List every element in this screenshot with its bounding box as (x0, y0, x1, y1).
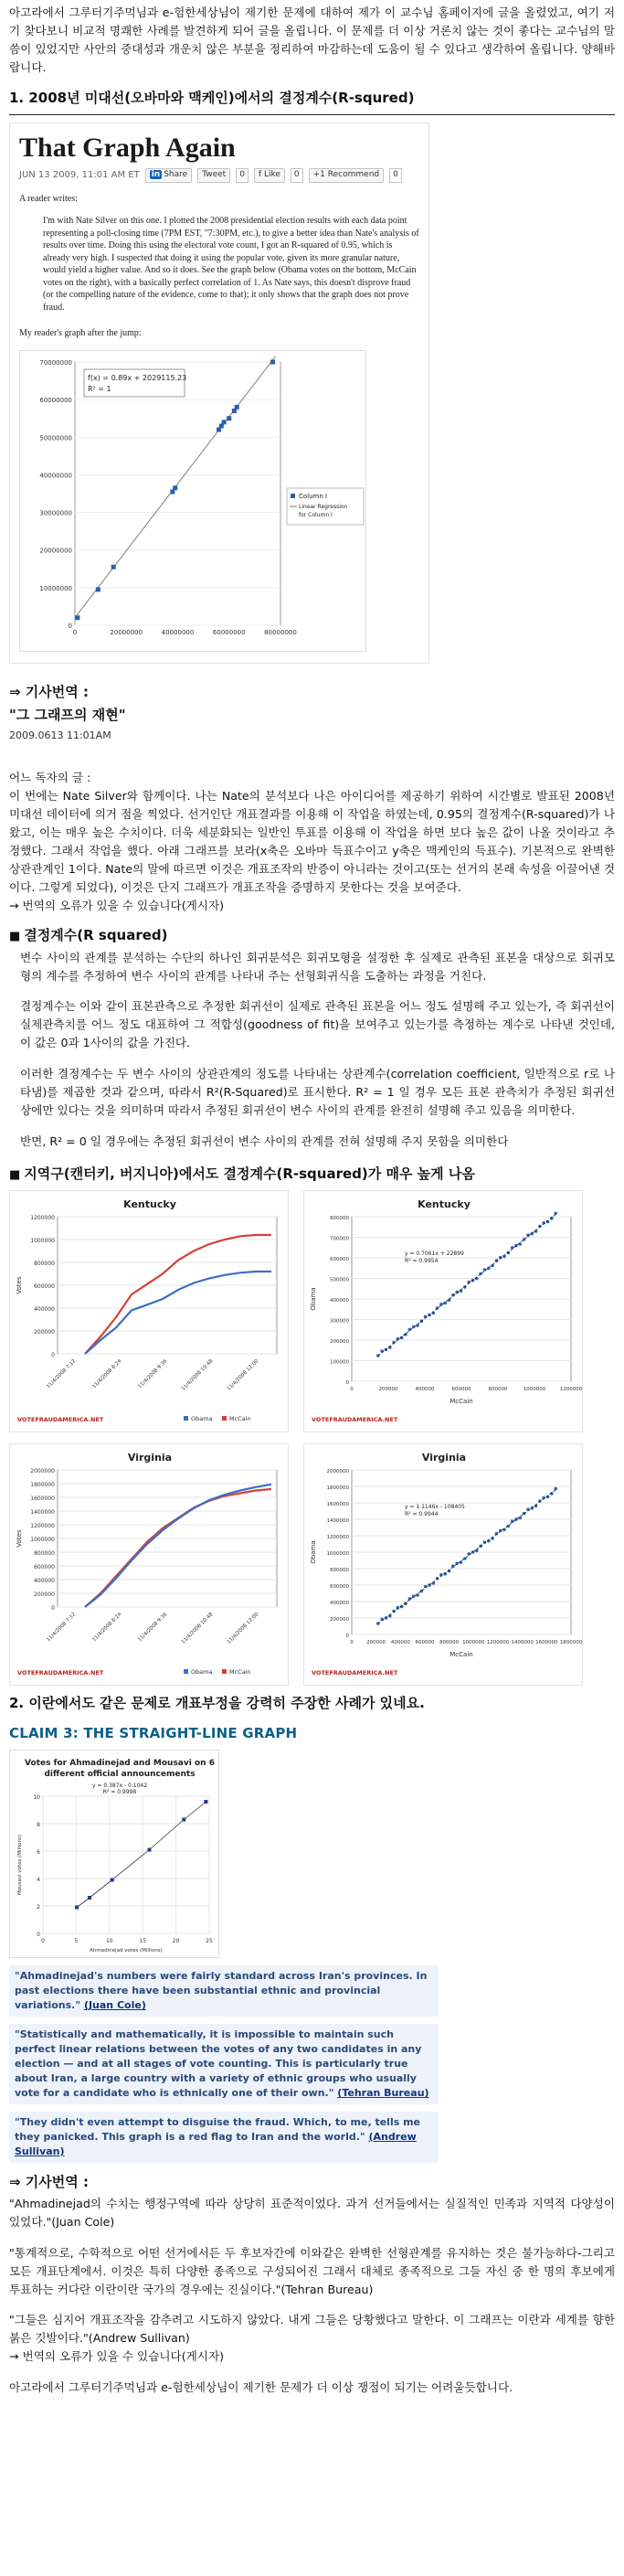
embedded-post (9, 122, 429, 664)
r2-para1: 변수 사이의 관계를 분석하는 수단의 하나인 회귀분석은 회귀모형을 설정한 후 실제로 관측된 표본을 대상으로 회귀모형의 계수를 추정하여 변수 사이의 관계를 나타내 주는 선형회귀식을 도출하는 과정을 거친다. (20, 950, 615, 983)
legend-label: Linear Regression (299, 503, 348, 510)
kentucky-scatter-chart (303, 1190, 583, 1432)
y-tick-label: 40000000 (39, 472, 72, 480)
y-tick-label: 4 (37, 1877, 40, 1884)
data-point (554, 1487, 557, 1491)
like-button[interactable]: f Like (254, 168, 285, 183)
bullet-square-icon: ■ (9, 930, 21, 944)
x-axis-label: McCain (449, 1650, 473, 1658)
legend-marker (184, 1669, 188, 1674)
x-tick-label: 1000000 (523, 1386, 546, 1392)
outro-paragraph: 아고라에서 그루터기주먹님과 e-험한세상님이 제기한 문제가 더 이상 쟁점이 되기는 어려울듯합니다. (9, 2380, 513, 2395)
x-tick-label: 11/4/2008 8:24 (91, 1358, 123, 1390)
source-link-tehran-bureau[interactable]: (Tehran Bureau) (337, 2087, 429, 2099)
plot-area (75, 362, 280, 625)
y-tick-label: 600000 (34, 1283, 55, 1290)
equation-label: y = 1.1146x - 108405 (405, 1503, 465, 1510)
y-tick-label: 0 (68, 622, 72, 630)
claim-quote3: "They didn't even attempt to disguise the fraud. Which, to me, tells me they panicked. This graph is a red flag to Iran and the world." (Andrew Sullivan) (9, 2112, 439, 2163)
data-point (227, 416, 231, 420)
trans2-note: → 번역의 오류가 있을 수 있습니다(게시자) (9, 2349, 225, 2364)
x-tick-label: 11/4/2008 12:00 (226, 1358, 260, 1392)
data-point (75, 1906, 79, 1910)
section2-title: 2. 이란에서도 같은 문제로 개표부정을 강력히 주장한 사례가 있네요. (9, 1694, 425, 1711)
y-tick-label: 30000000 (39, 509, 72, 517)
data-point (75, 615, 79, 620)
post-date: JUN 13 2009, 11:01 AM ET (19, 170, 140, 181)
x-tick-label: 0 (41, 1938, 45, 1945)
x-tick-label: 11/4/2008 9:36 (137, 1612, 169, 1644)
watermark: VOTEFRAUDAMERICA.NET (17, 1668, 104, 1677)
x-tick-label: 200000 (366, 1639, 386, 1645)
y-tick-label: 600000 (330, 1256, 349, 1262)
x-tick-label: 10 (105, 1938, 113, 1945)
r2-label: R² = 0.9944 (405, 1510, 439, 1517)
iran-chart (9, 1750, 219, 1958)
virginia-line-chart (9, 1443, 289, 1686)
tweet-button[interactable]: Tweet (197, 168, 230, 183)
watermark: VOTEFRAUDAMERICA.NET (312, 1668, 398, 1677)
x-tick-label: 20000000 (110, 628, 143, 636)
y-tick-label: 600000 (330, 1583, 349, 1590)
r2-para4: 반면, R² = 0 일 경우에는 추정된 회귀선이 변수 사이의 관계를 전혀 설명해 주지 못함을 의미한다 (20, 1134, 509, 1148)
y-tick-label: 100000 (330, 1359, 349, 1366)
equation-label: y = 0.387x - 0.1042 (91, 1783, 148, 1790)
x-tick-label: 40000000 (161, 628, 195, 636)
regional-charts-row2 (9, 1443, 615, 1686)
data-point (147, 1848, 151, 1852)
r2-heading-row (9, 925, 615, 946)
like-count: 0 (291, 168, 303, 183)
claim-block (9, 1723, 439, 2163)
x-tick-label: 1600000 (535, 1639, 558, 1645)
reader-label: 어느 독자의 글 : (9, 771, 91, 785)
legend-marker (222, 1416, 227, 1421)
data-point (235, 405, 239, 410)
section1-title: 1. 2008년 미대선(오바마와 맥케인)에서의 결정계수(R-squred) (9, 88, 615, 115)
x-tick-label: 800000 (488, 1386, 508, 1392)
regional-charts-row1 (9, 1190, 615, 1432)
x-tick-label: 11/4/2008 10:48 (180, 1358, 215, 1392)
y-tick-label: 800000 (330, 1215, 349, 1221)
claim-quote2: "Statistically and mathematically, it is impossible to maintain such perfect linear relations between the votes of any two candidates in any election — and at all stages of vote counting. This is particularly true about Iran, a large country with a variety of ethnic groups who usually vote for a candidate who is ethnically one of their own." (Tehran Bureau) (9, 2024, 439, 2104)
x-tick-label: 11/4/2008 8:24 (91, 1612, 123, 1644)
y-tick-label: 2000000 (30, 1467, 55, 1474)
x-tick-label: 400000 (390, 1639, 410, 1645)
y-tick-label: 0 (345, 1633, 349, 1639)
reader-text: 이 번에는 Nate Silver와 함께이다. 나는 Nate의 분석보다 나은 아이디어를 제공하기 위하여 시간별로 발표된 2008년 미대선 데이터에 의거 점을 찍었다. 선거인단 개표결과를 이용해 이 작업을 하였는데, 0.95의 결정계수(R-squared)가 나왔고, 이는 매우 높은 수치이다. 더욱 세분화되는 일반인 투표를 이용해 이 작업을 하면 보다 높은 값이 나올 것이라고 추정했다. 그래서 작업을 했다. 아래 그래프를 보라(x축은 오바마 득표수이고 y축은 맥케인의 득표수). 기본적으로 완벽한 상관관계인 1이다. Nate의 말에 따르면 이것은 개표조작의 반증이 아니라는 것이고(또는 선거의 본래 속성을 이끌어낸 것이다. 그렇게 되었다), 이것은 단지 그래프가 개표조작을 증명하지 못한다는 것을 보여준다. (9, 789, 615, 894)
watermark: VOTEFRAUDAMERICA.NET (312, 1415, 398, 1423)
legend-label: Obama (191, 1414, 213, 1422)
trans2-p2: "통계적으로, 수학적으로 어떤 선거에서든 두 후보자간에 이와같은 완벽한 선형관계를 유지하는 것은 불가능하다-그리고 모든 개표단계에서. 이것은 특히 다양한 종족으로 구성되어진 그래서 대체로 종족적으로 그들 자신 중 한 명의 후보에게 투표하는 커다란 이란이란 국가의 경우에는 진실이다."(Tehran Bureau) (9, 2245, 615, 2296)
section1-underline (9, 114, 615, 115)
y-tick-label: 1200000 (30, 1214, 55, 1221)
virginia-scatter-chart (303, 1443, 583, 1686)
data-point (182, 1818, 185, 1822)
y-tick-label: 600000 (34, 1563, 55, 1570)
y-tick-label: 0 (37, 1932, 40, 1939)
data-point (88, 1896, 91, 1900)
x-tick-label: 11/4/2008 12:00 (226, 1612, 260, 1645)
post-heading: That Graph Again (19, 132, 236, 163)
x-tick-label: 60000000 (212, 628, 246, 636)
x-tick-label: 0 (350, 1386, 354, 1392)
y-tick-label: 10000000 (39, 584, 72, 592)
x-tick-label: 80000000 (264, 628, 297, 636)
chart-title: Virginia (421, 1451, 467, 1464)
data-point (111, 1879, 114, 1882)
y-tick-label: 1800000 (326, 1485, 349, 1491)
x-tick-label: 1400000 (511, 1639, 534, 1645)
y-tick-label: 2000000 (326, 1468, 349, 1474)
tweet-count: 0 (236, 168, 249, 183)
y-axis-label: Obama (310, 1540, 317, 1564)
y-tick-label: 300000 (330, 1318, 349, 1325)
x-tick-label: 15 (139, 1938, 147, 1945)
y-tick-label: 1600000 (30, 1495, 55, 1502)
regional-heading: 지역구(캔터키, 버지니아)에서도 결정계수(R-squared)가 매우 높게 나옴 (24, 1165, 475, 1182)
data-point (222, 420, 227, 424)
y-tick-label: 1000000 (30, 1536, 55, 1543)
y-tick-label: 10 (33, 1794, 40, 1802)
y-tick-label: 0 (345, 1379, 349, 1386)
reader-note: → 번역의 오류가 있을 수 있습니다(게시자) (9, 898, 225, 912)
y-tick-label: 800000 (34, 1549, 55, 1557)
x-tick-label: 25 (206, 1938, 213, 1945)
y-tick-label: 200000 (34, 1328, 55, 1336)
y-axis-label: Votes (16, 1529, 23, 1548)
x-axis-label: Ahmadinejad votes (Millions) (90, 1948, 163, 1954)
post-quote: I'm with Nate Silver on this one. I plotted the 2008 presidential election results with each data point representing a poll-closing time (7PM EST, "7:30PM, etc.), to give a better idea than Nate's analysis of results over time. Doing this using the electoral vote count, I got an R-squared of 0.95, which is already very high. I suspected that doing it using the popular vote, given its more granular nature, would yield a higher value. And so it does. See the graph below (Obama votes on the bottom, McCain votes on the right), with a basically perfect correlation of 1. As Nate says, this doesn't disprove fraud (or the compelling nature of the evidence, come to that); it only shows that the graph does not prove fraud. (43, 216, 419, 313)
legend-label: Obama (191, 1667, 213, 1676)
trans2-header: ⇒ 기사번역 : (9, 2173, 89, 2190)
plot-area (43, 1796, 209, 1933)
y-tick-label: 2 (37, 1904, 40, 1911)
y-axis-label: Votes (16, 1276, 23, 1294)
y-tick-label: 800000 (34, 1260, 55, 1267)
intro-paragraph: 아고라에서 그루터기주먹님과 e-험한세상님이 제기한 문제에 대하여 제가 이 교수님 홈페이지에 글을 올렸었고, 여기 저기 찾다보니 비교적 명쾌한 사례를 발견하게 되어 글을 올립니다. 이 문제를 더 이상 거론치 않는 것이 좋다는 교수님의 말씀이 있었지만 사안의 중대성과 개운치 않은 부분을 정리하여 마감하는데 도움이 될 수 있다고 생각하여 올립니다. 양해바랍니다. (9, 5, 615, 74)
data-point (111, 564, 116, 569)
y-tick-label: 60000000 (39, 396, 72, 404)
regional-heading-row (9, 1164, 615, 1185)
legend-marker (184, 1416, 188, 1421)
y-axis-label: Obama (310, 1287, 317, 1311)
x-tick-label: 20 (172, 1938, 180, 1945)
legend-label: Column I (299, 492, 328, 500)
us-scatter-svg (20, 351, 367, 653)
r2-para2: 결정계수는 이와 같이 표본관측으로 추정한 회귀선이 실제로 관측된 표본을 어느 정도 설명해 주고 있는가, 즉 회귀선이 실제관측치를 어느 정도 대표하여 그 적합성(goodness of fit)을 보여주고 있는가를 측정하는 계수로 나타낸 것인데, 이 값은 0과 1사이의 값을 가진다. (20, 999, 615, 1050)
kentucky-line-chart (9, 1190, 289, 1432)
r2-label: R² = 0.9954 (405, 1257, 439, 1264)
x-tick-label: 11/4/2008 7:12 (46, 1612, 78, 1644)
data-point (173, 485, 177, 490)
trans2-p3: "그들은 심지어 개표조작을 감추려고 시도하지 않았다. 내게 그들은 당황했다고 말한다. 이 그래프는 이란과 세계를 향한 붉은 깃발이다."(Andrew Sullivan) (9, 2313, 615, 2346)
legend-label: McCain (229, 1414, 251, 1422)
y-tick-label: 1000000 (326, 1550, 349, 1557)
legend-label: for Column I (299, 511, 333, 518)
translation-title: "그 그래프의 재현" (9, 707, 126, 723)
y-tick-label: 70000000 (39, 358, 72, 367)
chart-title: Kentucky (418, 1198, 471, 1210)
translation-header: ⇒ 기사번역 : (9, 683, 89, 700)
y-tick-label: 200000 (34, 1591, 55, 1598)
y-tick-label: 50000000 (39, 434, 72, 442)
y-tick-label: 1200000 (30, 1522, 55, 1529)
chart-title: Votes for Ahmadinejad and Mousavi on 6 (25, 1759, 215, 1769)
y-tick-label: 400000 (330, 1600, 349, 1606)
chart-title: different official announcements (44, 1770, 196, 1780)
x-tick-label: 1000000 (462, 1639, 485, 1645)
y-tick-label: 1800000 (30, 1481, 55, 1488)
chart-title: Virginia (127, 1451, 173, 1464)
x-tick-label: 11/4/2008 7:12 (46, 1358, 78, 1390)
recommend-count: 0 (389, 168, 402, 183)
r2-heading: 결정계수(R squared) (24, 927, 168, 944)
legend-marker (291, 494, 295, 498)
recommend-button[interactable]: +1 Recommend (309, 168, 384, 183)
claim-quote1: "Ahmadinejad's numbers were fairly standard across Iran's provinces. In past elections there have been substantial ethnic and provincial variations." (Juan Cole) (9, 1965, 439, 2017)
y-tick-label: 700000 (330, 1236, 349, 1242)
equation-label: y = 0.7061x + 22899 (405, 1250, 464, 1257)
x-tick-label: 800000 (439, 1639, 460, 1645)
source-link-andrew-sullivan[interactable]: (Andrew Sullivan) (15, 2130, 417, 2157)
equation-label: f(x) = 0.89x + 2029115.23 (88, 373, 187, 382)
x-tick-label: 1200000 (559, 1386, 583, 1392)
r2-label: R² = 0.9998 (102, 1789, 137, 1796)
data-point (270, 359, 275, 364)
r2-section (9, 949, 615, 1151)
data-point (424, 1585, 428, 1589)
chart-title: Kentucky (123, 1198, 176, 1210)
y-tick-label: 1400000 (326, 1517, 349, 1524)
y-tick-label: 400000 (34, 1305, 55, 1313)
y-tick-label: 200000 (330, 1338, 349, 1345)
y-tick-label: 0 (51, 1604, 55, 1612)
translation-date: 2009.0613 11:01AM (9, 729, 111, 742)
r2-para3: 이러한 결정계수는 두 변수 사이의 상관관계의 정도를 나타내는 상관계수(correlation coefficient, 일반적으로 r로 나타냄)를 제곱한 것과 같으며, 따라서 R²(R-Squared)로 표시한다. R² = 1 일 경우 모든 표본 관측치가 추정된 회귀선 상에만 있다는 것을 의미하며 따라서 추정된 회귀선이 변수 사이의 관계를 완전히 설명해 주고 있음을 의미한다. (20, 1067, 615, 1117)
linkedin-icon: in (151, 169, 161, 179)
reader-writes: A reader writes: (19, 193, 78, 204)
legend-label: McCain (229, 1667, 251, 1676)
y-tick-label: 400000 (34, 1577, 55, 1584)
x-tick-label: 11/4/2008 9:36 (137, 1358, 169, 1390)
x-tick-label: 11/4/2008 10:48 (180, 1612, 215, 1645)
y-tick-label: 1600000 (326, 1501, 349, 1507)
legend-marker (222, 1669, 227, 1674)
x-axis-label: McCain (449, 1397, 473, 1405)
x-tick-label: 600000 (415, 1639, 435, 1645)
y-tick-label: 6 (37, 1849, 40, 1857)
claim-heading: CLAIM 3: THE STRAIGHT-LINE GRAPH (9, 1725, 298, 1742)
data-point (204, 1800, 207, 1804)
y-tick-label: 400000 (330, 1297, 349, 1304)
x-tick-label: 5 (74, 1938, 79, 1945)
bullet-square-icon: ■ (9, 1167, 21, 1182)
x-tick-label: 0 (350, 1639, 354, 1645)
y-axis-label: Mousavi votes (Millions) (17, 1835, 23, 1896)
r2-label: R² = 1 (88, 384, 111, 393)
after-jump: My reader's graph after the jump: (19, 328, 142, 339)
x-tick-label: 400000 (415, 1386, 435, 1392)
y-tick-label: 500000 (330, 1277, 349, 1283)
x-tick-label: 1800000 (559, 1639, 583, 1645)
y-tick-label: 200000 (330, 1616, 349, 1623)
data-point (554, 1211, 557, 1215)
y-tick-label: 1200000 (326, 1534, 349, 1540)
y-tick-label: 20000000 (39, 547, 72, 555)
y-tick-label: 0 (51, 1351, 55, 1358)
x-tick-label: 200000 (378, 1386, 398, 1392)
y-tick-label: 1000000 (30, 1237, 55, 1244)
x-tick-label: 1200000 (486, 1639, 510, 1645)
y-tick-label: 8 (37, 1822, 40, 1829)
data-point (96, 587, 100, 591)
y-tick-label: 1400000 (30, 1508, 55, 1516)
trans2-p1: "Ahmadinejad의 수치는 행정구역에 따라 상당히 표준적이었다. 과거 선거들에서는 실질적인 민족과 지역적 다양성이 있었다."(Juan Cole) (9, 2197, 615, 2229)
x-tick-label: 600000 (451, 1386, 471, 1392)
y-tick-label: 800000 (330, 1567, 349, 1573)
source-link-juan-cole[interactable]: (Juan Cole) (83, 1999, 146, 2012)
linkedin-share-button[interactable]: in Share (145, 168, 192, 183)
watermark: VOTEFRAUDAMERICA.NET (17, 1415, 104, 1423)
post-meta (19, 168, 419, 183)
x-tick-label: 0 (72, 628, 78, 636)
us-scatter-chart (19, 350, 366, 652)
